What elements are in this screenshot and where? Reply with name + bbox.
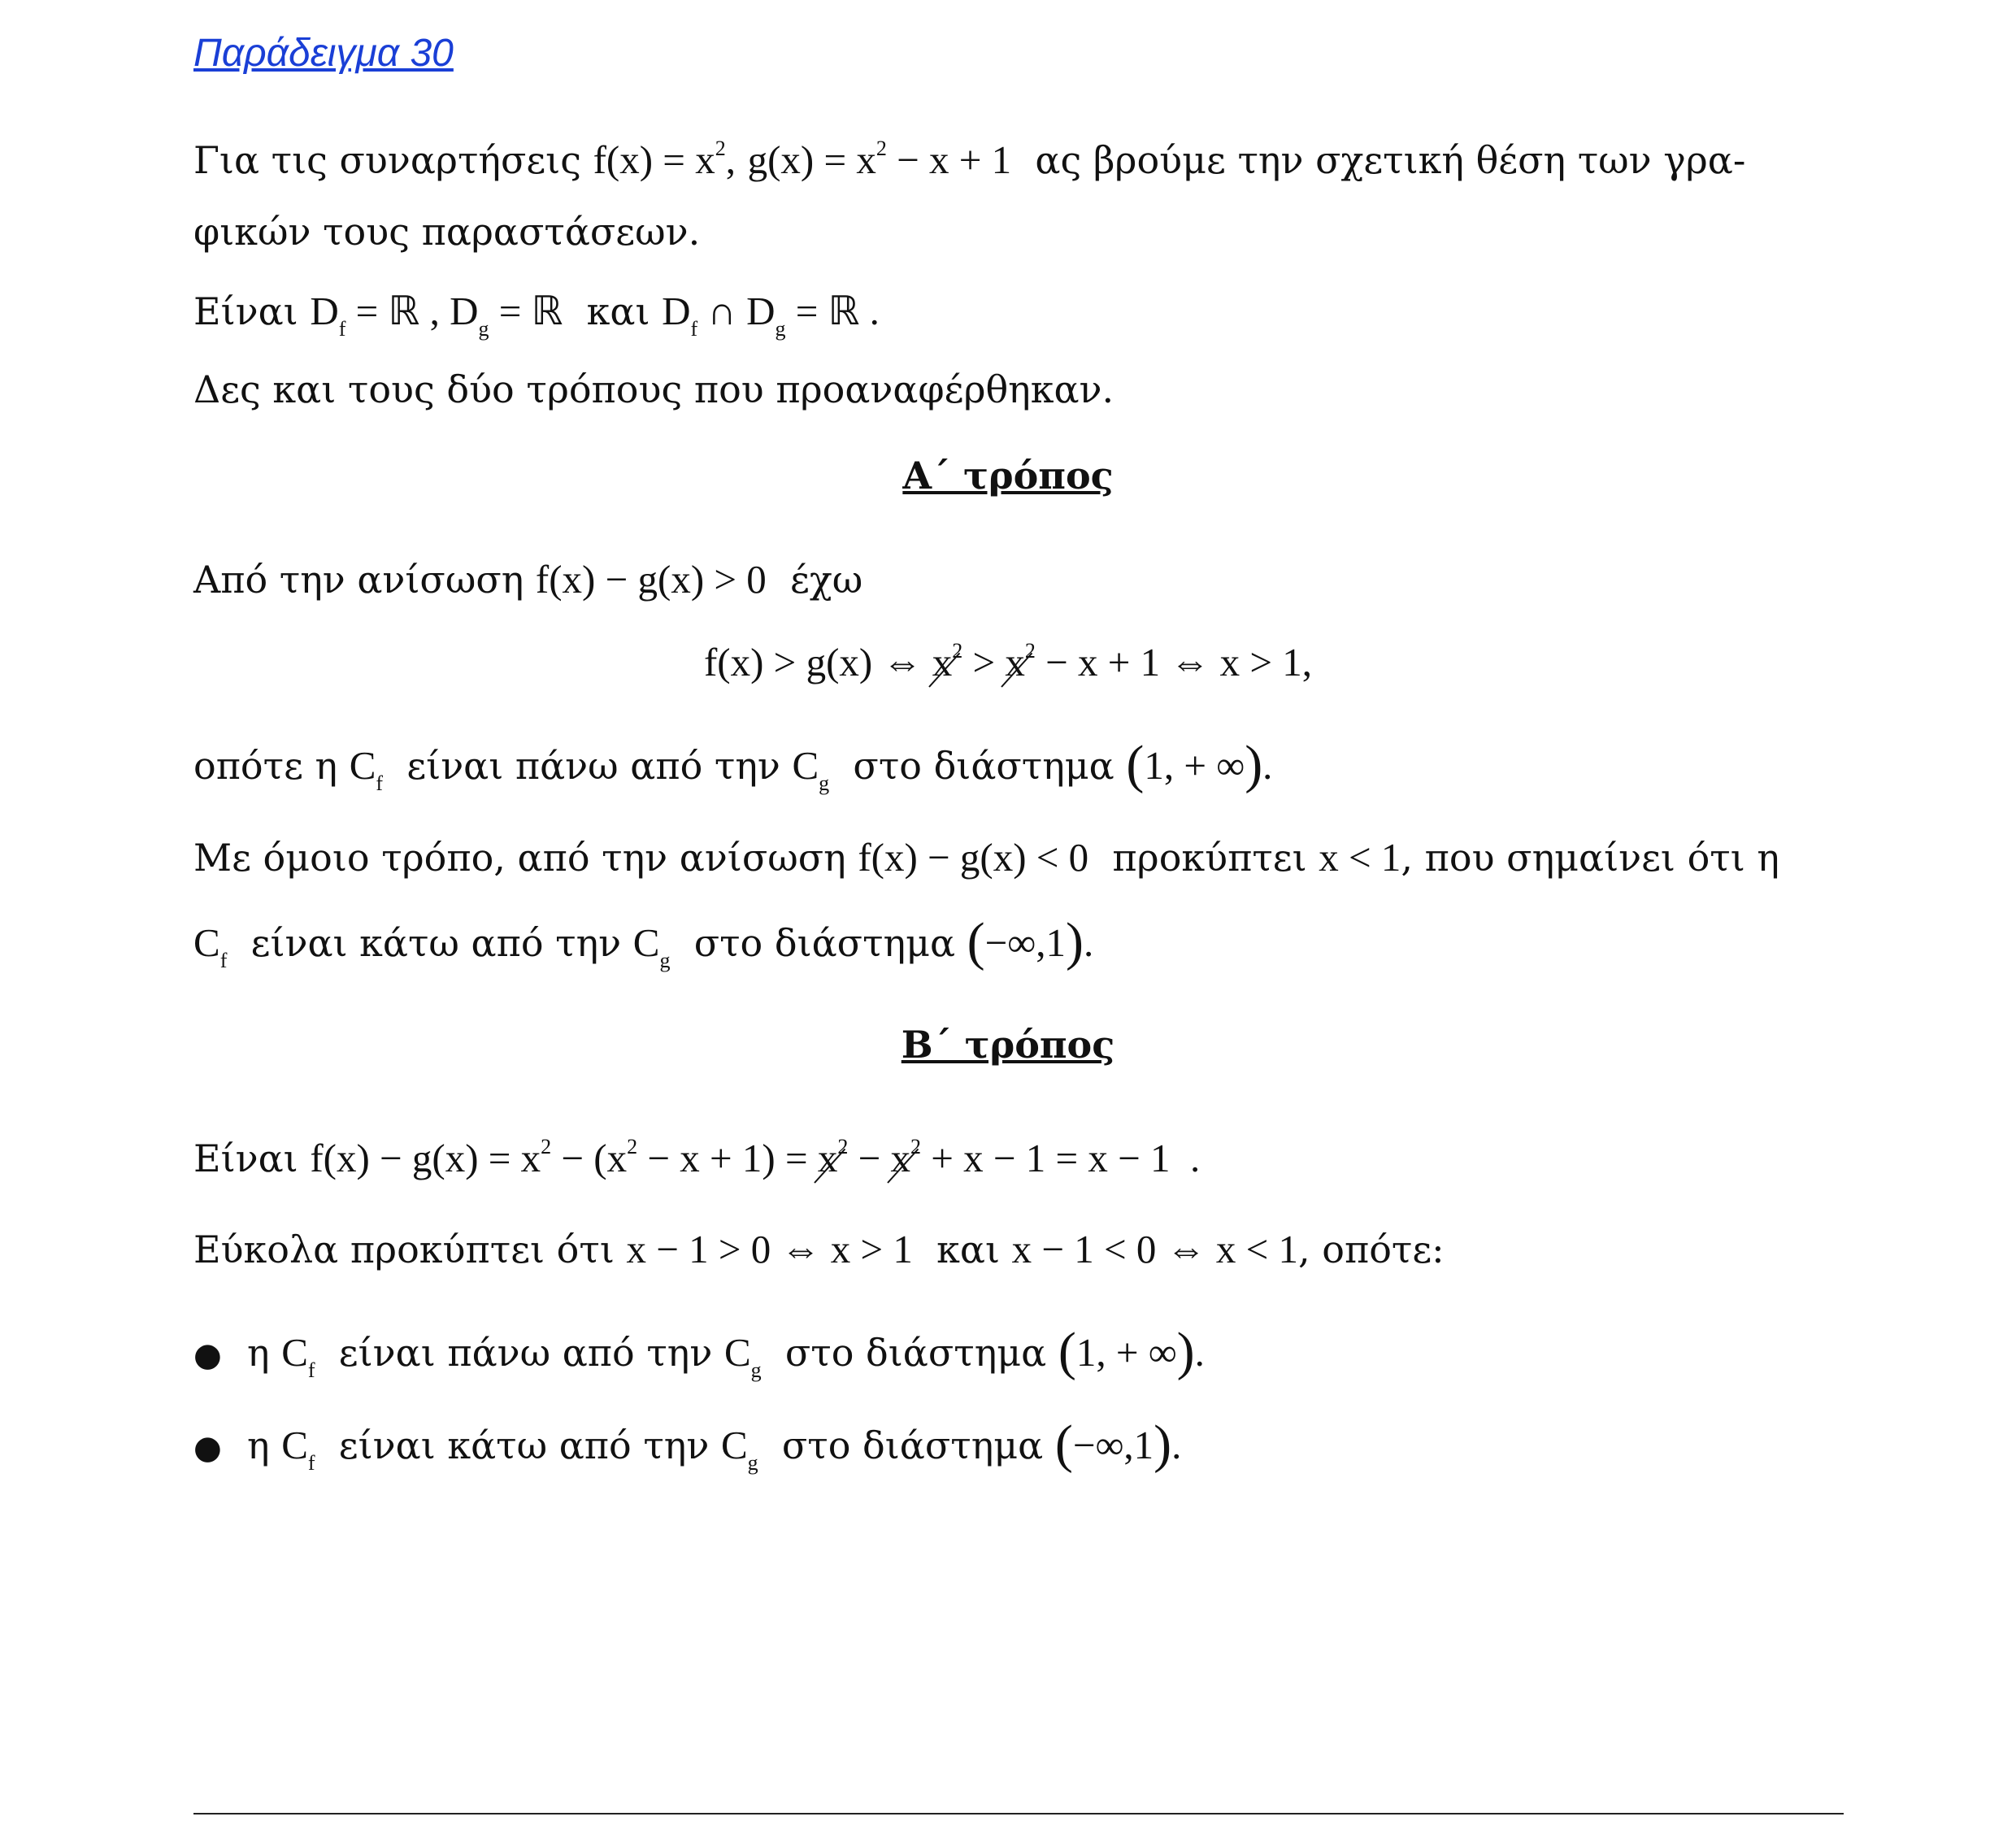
intro-line-1: Για τις συναρτήσεις $f(x) = x^2$, $g(x) = x^2 - x + 1$ ας βρούμε την σχετική θέση των γρα- xyxy=(193,137,1746,182)
bullet-below: ● η $C_f$ είναι κάτω από την $C_g$ στο διάστημα (−∞,1). xyxy=(193,1415,1182,1475)
f-definition: $f(x) = x^2$ xyxy=(593,137,726,182)
domain-intersection: $D_f$ ∩ $D_g$ = ℝ . xyxy=(662,289,880,341)
g-definition: $g(x) = x^2 - x + 1$ xyxy=(747,137,1012,182)
method-a-conclusion-above: οπότε η $C_f$ είναι πάνω από την $C_g$ στο διάστημα (1, + ∞). xyxy=(193,735,1273,795)
method-a-equivalence: f(x) > g(x) ⇔ $x^2 > x^2 - x + 1$ ⇔ x > 1, xyxy=(703,639,1313,685)
method-a-second-line-1: Με όμοιο τρόπο, από την ανίσωση f(x) − g(x) < 0 προκύπτει x < 1, που σημαίνει ότι η xyxy=(193,835,1779,880)
domain-line: Είναι $D_f$ = ℝ , $D_g$ = ℝ και $D_f$ ∩ $D_g$ = ℝ . xyxy=(193,289,880,341)
bullet-icon: ● xyxy=(193,1336,222,1374)
method-a-heading: Α΄ τρόπος xyxy=(902,454,1114,498)
domains-math: $D_f$ = ℝ , $D_g$ = ℝ xyxy=(310,289,563,341)
method-b-heading: Β΄ τρόπος xyxy=(901,1023,1115,1067)
method-b-easy: Εύκολα προκύπτει ότι x − 1 > 0 ⇔ x > 1 και x − 1 < 0 ⇔ x < 1, οπότε: xyxy=(193,1227,1445,1271)
bullet-above: ● η $C_f$ είναι πάνω από την $C_g$ στο διάστημα (1, + ∞). xyxy=(193,1322,1205,1382)
interval-neginf-1: (−∞,1). xyxy=(967,912,1094,971)
intro-line-2: φικών τους παραστάσεων. xyxy=(193,210,701,254)
method-b-difference: Είναι $f(x) - g(x) = x^2 - (x^2 - x + 1) = x^2 - x^2 + x - 1 = x - 1$ . xyxy=(193,1135,1201,1180)
method-a-intro: Από την ανίσωση f(x) − g(x) > 0 έχω xyxy=(193,557,863,602)
example-title[interactable]: Παράδειγμα 30 xyxy=(193,32,454,75)
bullet-icon: ● xyxy=(193,1429,222,1467)
methods-note: Δες και τους δύο τρόπους που προαναφέρθηκαν. xyxy=(193,367,1114,411)
interval-1-inf: (1, + ∞). xyxy=(1126,735,1273,794)
footer-rule xyxy=(193,1813,1844,1814)
method-a-second-line-2: $C_f$ είναι κάτω από την $C_g$ στο διάστημα (−∞,1). xyxy=(193,912,1094,972)
